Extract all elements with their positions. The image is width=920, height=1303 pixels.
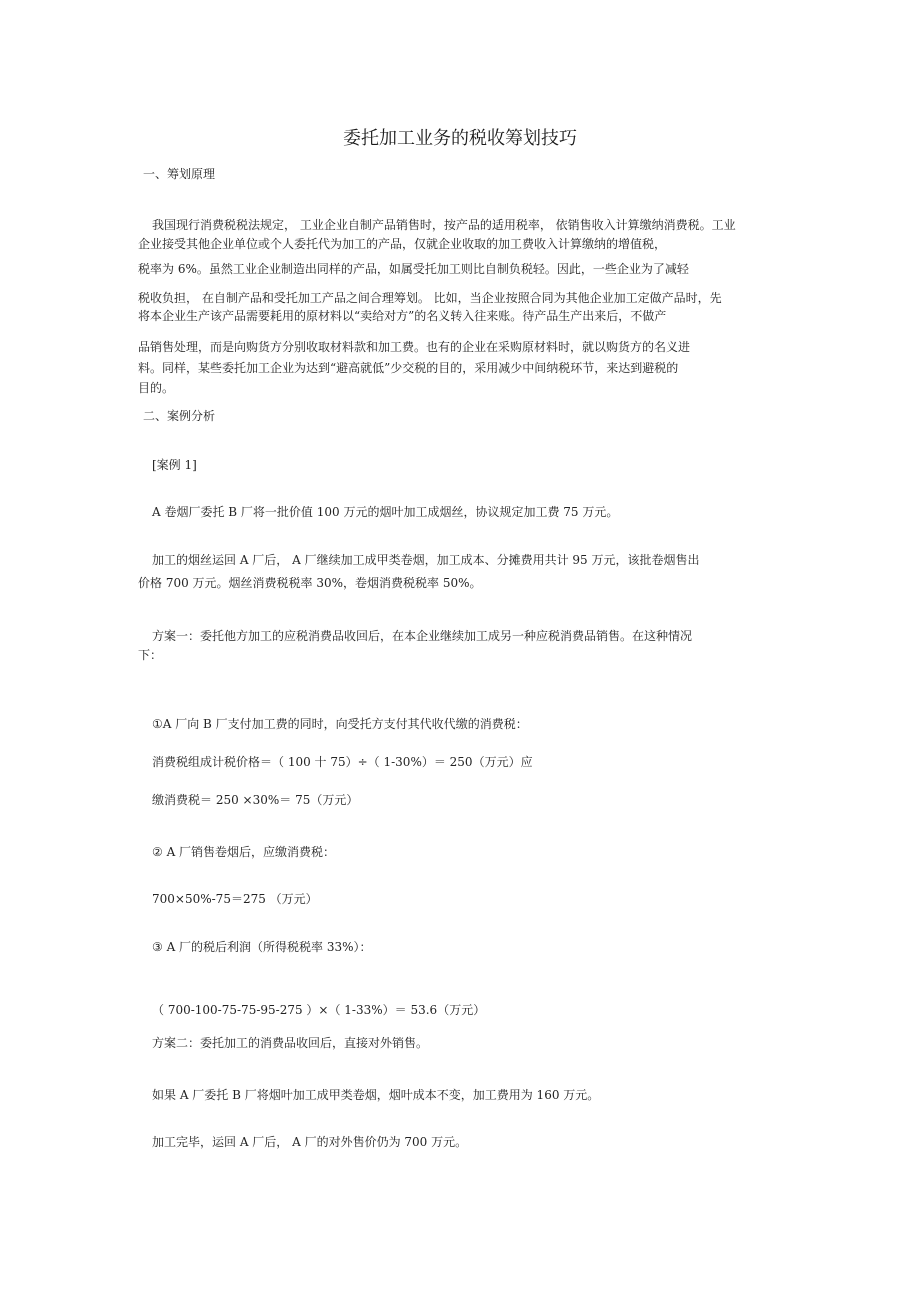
formula-line: 700×50%-75＝275 （万元） (152, 892, 318, 906)
paragraph-line: 如果 A 厂委托 B 厂将烟叶加工成甲类卷烟，烟叶成本不变，加工费用为 160 万元。 (152, 1088, 600, 1102)
paragraph-line: ② A 厂销售卷烟后，应缴消费税： (152, 845, 336, 859)
paragraph-line: 加工完毕，运回 A 厂后， A 厂的对外售价仍为 700 万元。 (152, 1135, 468, 1149)
paragraph-line: 品销售处理，而是向购货方分别收取材料款和加工费。也有的企业在采购原材料时，就以购货方的名义进 (138, 340, 691, 354)
paragraph-line: A 卷烟厂委托 B 厂将一批价值 100 万元的烟叶加工成烟丝，协议规定加工费 75 万元。 (152, 505, 619, 519)
case-label: [案例 1] (152, 458, 197, 472)
paragraph-line: 我国现行消费税税法规定， 工业企业自制产品销售时，按产品的适用税率， 依销售收入计算缴纳消费税。工业 (152, 218, 736, 232)
paragraph-line: 目的。 (138, 381, 175, 395)
paragraph-line: ③ A 厂的税后利润（所得税税率 33%）： (152, 940, 372, 954)
paragraph-line: 加工的烟丝运回 A 厂后， A 厂继续加工成甲类卷烟，加工成本、分摊费用共计 95 万元，该批卷烟售出 (152, 553, 700, 567)
paragraph-line: ①A 厂向 B 厂支付加工费的同时，向受托方支付其代收代缴的消费税： (152, 717, 528, 731)
formula-line: （ 700-100-75-75-95-275 ）×（ 1-33%）＝ 53.6（万元） (152, 1003, 486, 1017)
paragraph-line: 税率为 6%。虽然工业企业制造出同样的产品，如属受托加工则比自制负税轻。因此，一些企业为了减轻 (138, 262, 689, 276)
formula-line: 消费税组成计税价格＝（ 100 十 75）÷（ 1-30%）＝ 250（万元）应 (152, 755, 533, 769)
paragraph-line: 料。同样，某些委托加工企业为达到“避高就低”少交税的目的，采用减少中间纳税环节，来达到避税的 (138, 361, 679, 375)
paragraph-line: 方案二：委托加工的消费品收回后，直接对外销售。 (152, 1036, 429, 1050)
paragraph-line: 将本企业生产该产品需要耗用的原材料以“卖给对方”的名义转入往来账。待产品生产出来后，不做产 (138, 309, 667, 323)
formula-line: 缴消费税＝ 250 ×30%＝ 75（万元） (152, 793, 359, 807)
section-heading-case-analysis: 二、案例分析 (143, 409, 216, 423)
section-heading-principle: 一、筹划原理 (143, 167, 216, 181)
document-title: 委托加工业务的税收筹划技巧 (343, 128, 577, 149)
paragraph-line: 下： (138, 648, 163, 662)
paragraph-line: 企业接受其他企业单位或个人委托代为加工的产品，仅就企业收取的加工费收入计算缴纳的增值税， (138, 237, 667, 251)
paragraph-line: 方案一：委托他方加工的应税消费品收回后，在本企业继续加工成另一种应税消费品销售。在这种情况 (152, 629, 693, 643)
paragraph-line: 税收负担， 在自制产品和受托加工产品之间合理筹划。 比如，当企业按照合同为其他企业加工定做产品时，先 (138, 291, 722, 305)
paragraph-line: 价格 700 万元。烟丝消费税税率 30%，卷烟消费税税率 50%。 (138, 576, 482, 590)
